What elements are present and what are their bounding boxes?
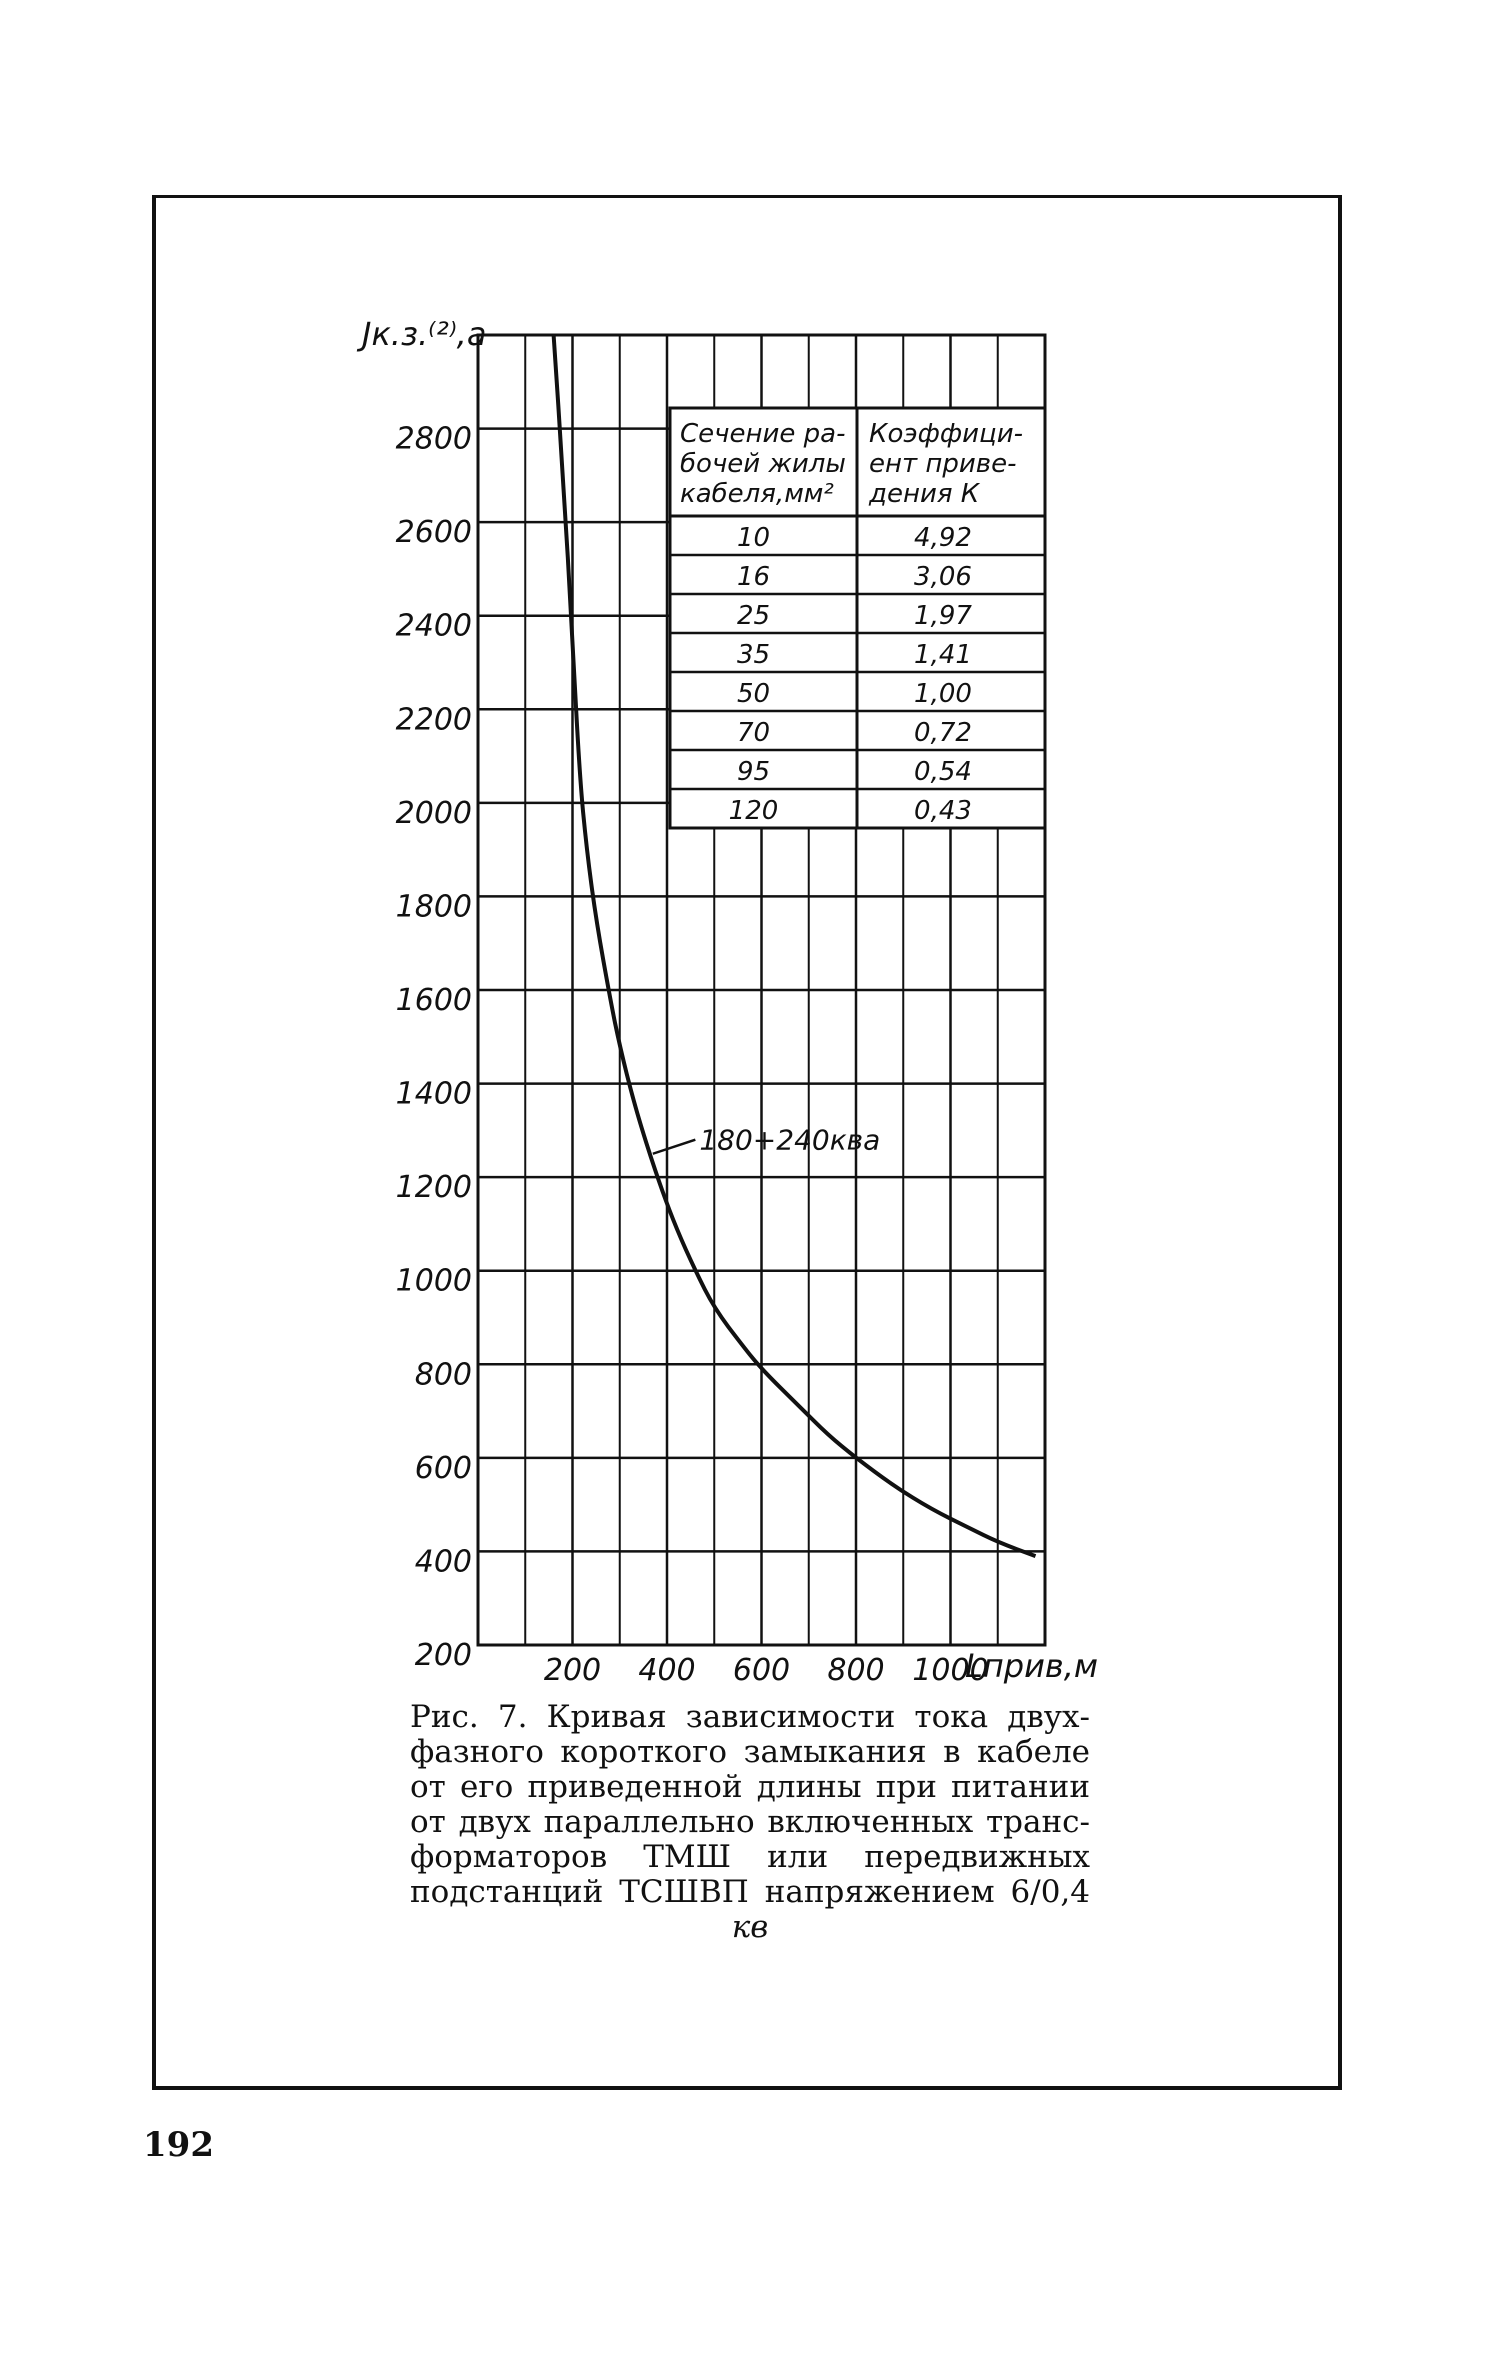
y-tick-label-800: 800 (414, 1357, 472, 1393)
table-header-0-line-0: Сечение ра- (680, 419, 846, 449)
y-axis-label: Jк.з.⁽²⁾,a (362, 315, 487, 353)
y-tick-label-2200: 2200 (395, 702, 472, 738)
table-cell-section-6: 95 (736, 757, 771, 787)
y-tick-label-2400: 2400 (395, 608, 472, 644)
y-tick-label-2000: 2000 (395, 795, 472, 831)
y-tick-label-400: 400 (414, 1544, 472, 1580)
table-header-1-line-1: ент приве- (869, 449, 1017, 479)
table-header-1-line-2: дения К (869, 479, 980, 509)
y-tick-label-1400: 1400 (395, 1076, 472, 1112)
table-cell-coefficient-4: 1,00 (914, 679, 972, 709)
caption-text: Рис. 7. Кривая зависимости тока двух-фазного короткого замыкания в кабеле от его приведенной длины при питании от двух параллельно включенных транс-форматоров ТМШ или передвижных подстанций ТСШВП напряжением 6/0,4 (410, 1699, 1090, 1910)
table-header-0-line-2: кабеля,мм² (680, 479, 834, 509)
table-header-0-line-1: бочей жилы (680, 449, 846, 479)
curve-annotation: 180+240ква (699, 1123, 881, 1157)
table-header-1-line-0: Коэффици- (869, 419, 1023, 449)
x-tick-label-1000: 1000 (912, 1653, 989, 1688)
table-cell-section-2: 25 (736, 601, 771, 631)
y-tick-label-2800: 2800 (395, 421, 472, 457)
table-cell-coefficient-3: 1,41 (914, 640, 972, 670)
y-tick-label-2600: 2600 (395, 515, 472, 551)
table-cell-section-7: 120 (728, 796, 779, 826)
y-tick-label-600: 600 (414, 1450, 472, 1486)
figure-caption (410, 1700, 1090, 1945)
table-cell-coefficient-1: 3,06 (914, 562, 972, 592)
y-tick-label-1000: 1000 (395, 1263, 472, 1299)
coefficient-table (670, 408, 1045, 828)
table-cell-coefficient-6: 0,54 (914, 757, 972, 787)
annotation-leader (653, 1140, 696, 1154)
x-tick-label-400: 400 (638, 1653, 696, 1688)
table-cell-section-5: 70 (736, 718, 771, 748)
table-cell-coefficient-5: 0,72 (914, 718, 972, 748)
table-cell-coefficient-2: 1,97 (914, 601, 972, 631)
table-cell-section-3: 35 (736, 640, 771, 670)
table-cell-coefficient-7: 0,43 (914, 796, 972, 826)
table-cell-coefficient-0: 4,92 (914, 523, 972, 553)
y-tick-label-1200: 1200 (395, 1170, 472, 1206)
y-tick-label-1600: 1600 (395, 983, 472, 1018)
caption-unit: кв (731, 1909, 769, 1945)
x-tick-label-800: 800 (827, 1653, 885, 1688)
y-tick-label-1800: 1800 (395, 889, 472, 925)
x-axis-label: Lприв,м (965, 1647, 1099, 1685)
x-tick-label-600: 600 (732, 1653, 791, 1688)
page-number: 192 (143, 2125, 214, 2165)
y-tick-label-200: 200 (414, 1638, 472, 1673)
x-tick-label-200: 200 (543, 1653, 602, 1688)
table-cell-section-4: 50 (736, 679, 771, 709)
table-cell-section-1: 16 (736, 562, 771, 592)
table-cell-section-0: 10 (736, 523, 771, 553)
